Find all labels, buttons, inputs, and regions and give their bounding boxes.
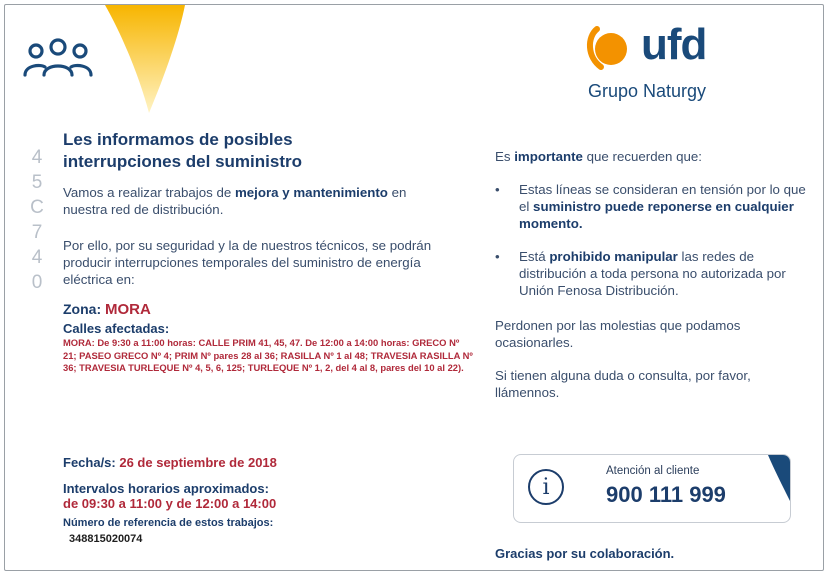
contact-paragraph: Si tienen alguna duda o consulta, por favor, llámennos. <box>495 368 751 400</box>
bullet2-text-c: las redes de distribución a toda persona no autorizada por Unión Fenosa Distribución. <box>519 249 786 298</box>
intro-text-a: Es <box>495 149 515 164</box>
bullet-text <box>519 248 815 299</box>
intro-text-c: que recuerden que: <box>582 149 702 164</box>
notice-card <box>4 4 824 571</box>
bullet2-text-a: Está <box>519 249 550 264</box>
side-code-char: C <box>30 197 44 218</box>
corner-accent-icon <box>768 455 790 501</box>
works-text-a: Vamos a realizar trabajos de <box>63 185 235 200</box>
zone-value: MORA <box>105 301 151 318</box>
sun-ray-decoration <box>101 5 201 115</box>
bullet-marker: • <box>495 249 500 264</box>
side-code-char: 4 <box>31 147 43 168</box>
side-code-char: 0 <box>31 272 43 293</box>
date-line <box>63 455 277 470</box>
side-code-char: 7 <box>31 222 43 243</box>
brand-name: ufd <box>641 20 707 69</box>
side-code-char: 4 <box>31 247 43 268</box>
ufd-logo-icon <box>583 21 635 73</box>
notice-heading <box>63 129 393 173</box>
safety-paragraph: Por ello, por su seguridad y la de nuestros técnicos, se podrán producir interrupciones temporales del suministro de energía eléctrica en: <box>63 238 432 287</box>
streets-detail: MORA: De 9:30 a 11:00 horas: CALLE PRIM 41, 45, 47. De 12:00 a 14:00 horas: GRECO Nº 21; PASEO GRECO Nº 4; PRIM Nº pares 28 al 36; RASILLA Nº 1 al 48; TRAVESIA RASILLA Nº 36; TRAVESIA TURLEQUE Nº 4, 5, 6, 125; TURLEQUE Nº 1, 2, del 4 al 8, pares del 10 al 22). <box>63 337 473 373</box>
works-paragraph <box>63 184 443 218</box>
important-intro <box>495 148 805 165</box>
info-icon: i <box>528 469 564 505</box>
bullet-text <box>519 181 815 232</box>
intervals-label: Intervalos horarios aproximados: <box>63 481 269 496</box>
works-text-bold: mejora y mantenimiento <box>234 185 388 200</box>
people-icon <box>23 35 93 79</box>
date-value: 26 de septiembre de 2018 <box>119 455 277 470</box>
zone-line <box>63 301 151 318</box>
reference-label: Número de referencia de estos trabajos: <box>63 517 274 529</box>
side-reference-code <box>27 145 47 295</box>
bullet-marker: • <box>495 182 500 197</box>
date-label: Fecha/s: <box>63 455 120 470</box>
zone-label: Zona: <box>63 301 105 317</box>
bullet1-text-a: Estas líneas se consideran en tensión por lo que el <box>519 182 806 214</box>
bullet1-text-bold: suministro puede reponerse en cualquier momento. <box>519 199 794 231</box>
customer-service-label: Atención al cliente <box>606 465 700 477</box>
streets-label: Calles afectadas: <box>63 321 170 336</box>
reference-number: 348815020074 <box>69 533 143 545</box>
intro-text-bold: importante <box>514 149 583 164</box>
thanks-message: Gracias por su colaboración. <box>495 546 675 561</box>
bullet2-text-bold: prohibido manipular <box>549 249 678 264</box>
intervals-value: de 09:30 a 11:00 y de 12:00 a 14:00 <box>63 496 277 511</box>
heading-line-1: Les informamos de posibles <box>63 130 293 149</box>
customer-service-phone[interactable]: 900 111 999 <box>606 482 726 507</box>
customer-service-box[interactable] <box>513 454 791 523</box>
brand-group: Grupo Naturgy <box>588 81 707 101</box>
heading-line-2: interrupciones del suministro <box>63 152 302 171</box>
apology-paragraph: Perdonen por las molestias que podamos ocasionarles. <box>495 318 741 350</box>
side-code-char: 5 <box>31 172 43 193</box>
works-text-c: en nuestra red de distribución. <box>63 185 407 217</box>
